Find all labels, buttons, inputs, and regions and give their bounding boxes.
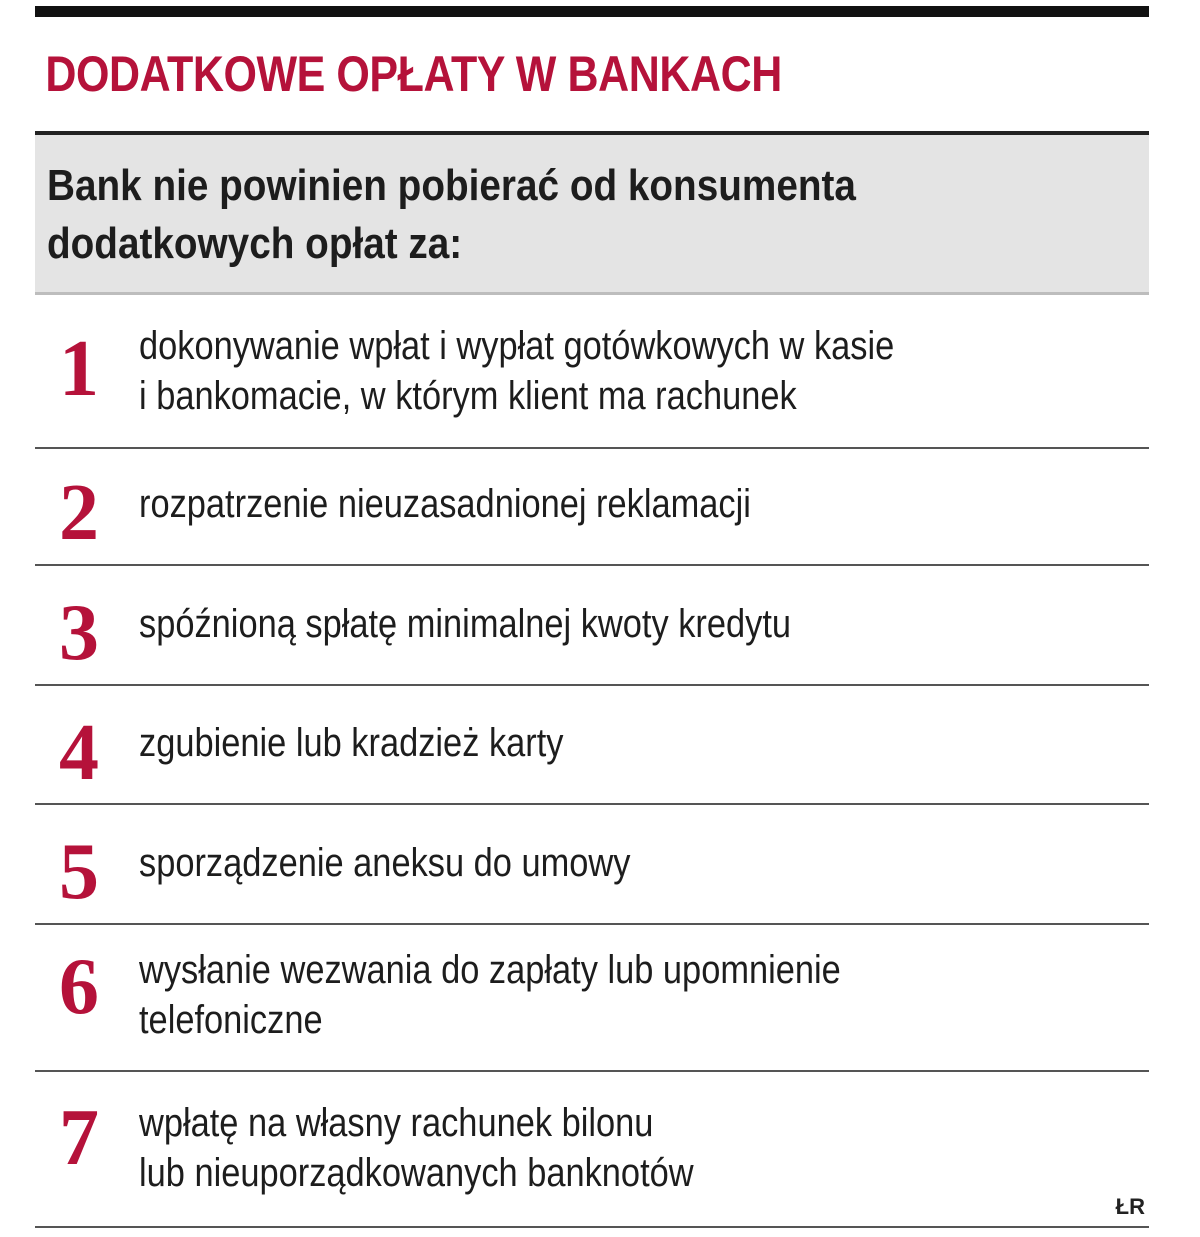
item-text [139,718,1137,768]
item-text-line: wysłanie wezwania do zapłaty lub upomnienie [139,948,841,992]
item-text-line: zgubienie lub kradzież karty [139,721,564,765]
intro-text: Bank nie powinien pobierać od konsumenta dodatkowych opłat za: [47,161,856,268]
item-text-line: i bankomacie, w którym klient ma rachunek [139,374,797,418]
item-number: 6 [59,943,99,1031]
item-number: 2 [59,469,99,557]
item-text-line: dokonywanie wpłat i wypłat gotówkowych w kasie [139,324,895,368]
item-number: 3 [59,589,99,677]
item-text [139,321,1137,421]
item-number: 5 [59,828,99,916]
item-text [139,599,1137,649]
item-text-line: sporządzenie aneksu do umowy [139,841,631,885]
item-text [139,838,1137,888]
item-text [139,1098,1137,1198]
list-item [35,686,1149,805]
item-text-line: telefoniczne [139,998,323,1042]
item-number: 4 [59,709,99,797]
list-item [35,566,1149,686]
list-item [35,449,1149,566]
item-text-line: lub nieuporządkowanych banknotów [139,1151,694,1195]
item-text [139,479,1137,529]
item-text-line: spóźnioną spłatę minimalnej kwoty kredytu [139,602,792,646]
item-text [139,945,1137,1045]
fee-list [35,295,1149,1228]
item-number: 7 [59,1094,99,1182]
source-credit: ŁR [1115,1194,1145,1219]
list-item [35,295,1149,449]
infobox-title: DODATKOWE OPŁATY W BANKACH [45,46,782,102]
infobox [35,6,1149,1228]
top-rule [35,6,1149,17]
list-item [35,925,1149,1072]
item-text-line: rozpatrzenie nieuzasadnionej reklamacji [139,482,751,526]
list-item [35,1072,1149,1228]
list-item [35,805,1149,925]
item-number: 1 [59,325,99,413]
intro-panel [35,135,1149,295]
item-text-line: wpłatę na własny rachunek bilonu [139,1101,654,1145]
